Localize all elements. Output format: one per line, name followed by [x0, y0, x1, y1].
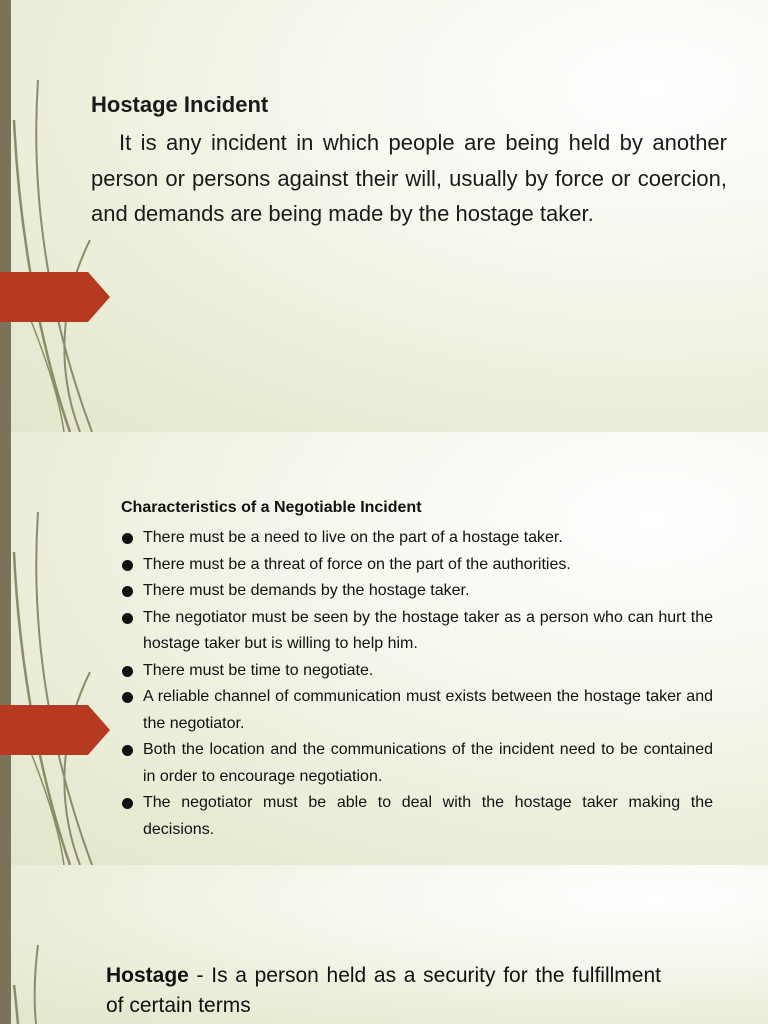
slide-hostage-definition [0, 865, 768, 1024]
list-item: There must be demands by the hostage taker. [121, 578, 713, 605]
definition-body: - Is a person held as a security for the fulfillment of certain terms [106, 964, 661, 1017]
list-item: Both the location and the communications of the incident need to be contained in order to encourage negotiation. [121, 737, 713, 790]
definition-text [106, 961, 661, 1021]
list-item: A reliable channel of communication must exists between the hostage taker and the negotiator. [121, 684, 713, 737]
slide-title: Characteristics of a Negotiable Incident [121, 499, 422, 516]
definition-term: Hostage [106, 964, 189, 987]
slide-title: Hostage Incident [91, 92, 269, 117]
list-item: There must be time to negotiate. [121, 658, 713, 685]
red-arrow-tab [0, 272, 110, 322]
list-item: The negotiator must be able to deal with the hostage taker making the decisions. [121, 790, 713, 843]
list-item: There must be a need to live on the part of a hostage taker. [121, 525, 713, 552]
red-arrow-tab [0, 705, 110, 755]
list-item: There must be a threat of force on the part of the authorities. [121, 552, 713, 579]
slide-body-text: It is any incident in which people are being held by another person or persons against their will, usually by force or coercion, and demands are being made by the hostage taker. [91, 130, 727, 226]
slide-hostage-incident [0, 0, 768, 432]
decorative-curves [0, 865, 120, 1024]
characteristics-list [121, 525, 713, 843]
slide-characteristics [0, 432, 768, 865]
decorative-curves [0, 432, 120, 865]
list-item: The negotiator must be seen by the hostage taker as a person who can hurt the hostage taker but is willing to help him. [121, 605, 713, 658]
